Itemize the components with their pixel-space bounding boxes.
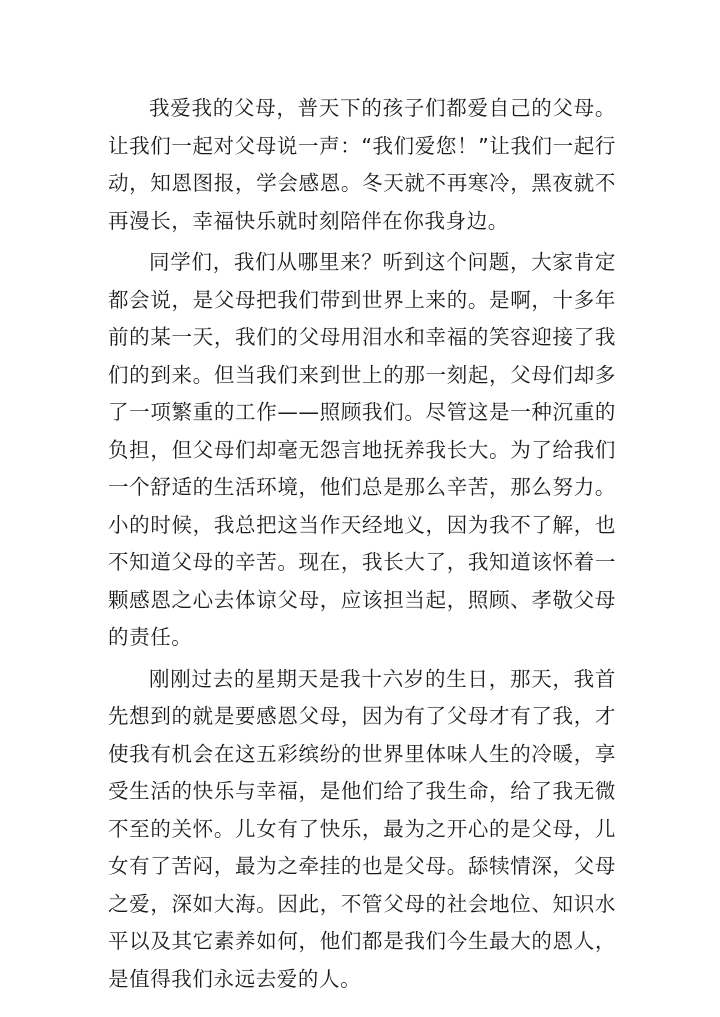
document-body [108,90,616,1002]
paragraph-3: 刚刚过去的星期天是我十六岁的生日，那天，我首先想到的就是要感恩父母，因为有了父母才有了我，才使我有机会在这五彩缤纷的世界里体味人生的冷暖，享受生活的快乐与幸福，是他们给了我生命，给了我无微不至的关怀。儿女有了快乐，最为之开心的是父母，儿女有了苦闷，最为之牵挂的也是父母。舔犊情深，父母之爱，深如大海。因此，不管父母的社会地位、知识水平以及其它素养如何，他们都是我们今生最大的恩人，是值得我们永远去爱的人。 [108,666,616,991]
paragraph-2: 同学们，我们从哪里来？听到这个问题，大家肯定都会说，是父母把我们带到世界上来的。是啊，十多年前的某一天，我们的父母用泪水和幸福的笑容迎接了我们的到来。但当我们来到世上的那一刻起，父母们却多了一项繁重的工作——照顾我们。尽管这是一种沉重的负担，但父母们却毫无怨言地抚养我长大。为了给我们一个舒适的生活环境，他们总是那么辛苦，那么努力。小的时候，我总把这当作天经地义，因为我不了解，也不知道父母的辛苦。现在，我长大了，我知道该怀着一颗感恩之心去体谅父母，应该担当起，照顾、孝敬父母的责任。 [108,250,616,649]
paragraph-1: 我爱我的父母，普天下的孩子们都爱自己的父母。让我们一起对父母说一声：“我们爱您！”让我们一起行动，知恩图报，学会感恩。冬天就不再寒冷，黑夜就不再漫长，幸福快乐就时刻陪伴在你我身边。 [108,96,616,233]
